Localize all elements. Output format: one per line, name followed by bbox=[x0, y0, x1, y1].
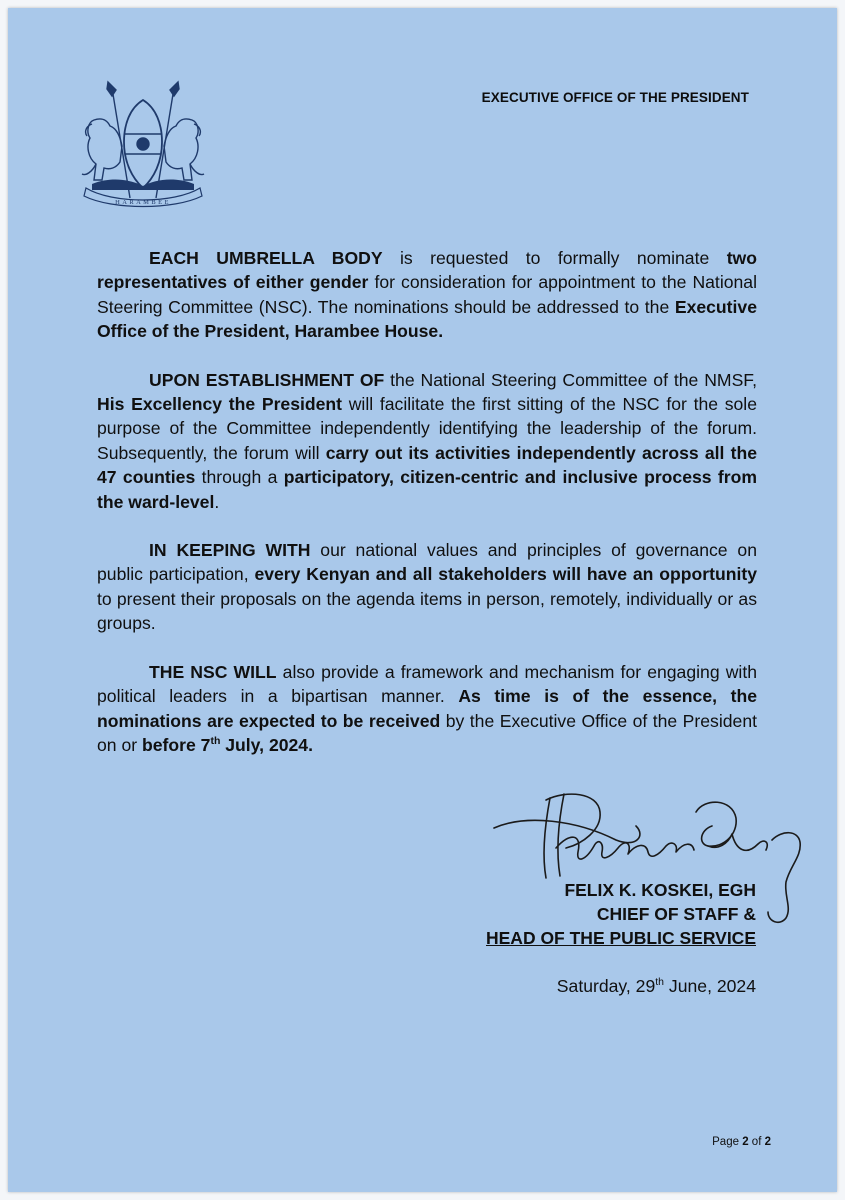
paragraph-lead: UPON ESTABLISHMENT OF bbox=[149, 369, 385, 390]
signatory-office: HEAD OF THE PUBLIC SERVICE bbox=[486, 928, 756, 948]
paragraph-nsc-framework bbox=[97, 660, 757, 758]
paragraph-text: by the Executive Office of the President on or bbox=[97, 710, 758, 755]
page-label: Page bbox=[712, 1136, 743, 1148]
paragraph-text: . bbox=[214, 491, 220, 512]
deadline-date bbox=[142, 735, 313, 755]
paragraph-text: will facilitate the first sitting of the NSC for the sole purpose of the Committee independently identifying the leadership of the forum. Subsequently, the forum will bbox=[97, 394, 757, 463]
signature-block bbox=[486, 878, 756, 950]
deadline-date-suffix: th bbox=[210, 735, 221, 748]
paragraph-lead: EACH UMBRELLA BODY bbox=[149, 248, 383, 268]
header-office-title: EXECUTIVE OFFICE OF THE PRESIDENT bbox=[481, 90, 749, 105]
paragraph-lead: IN KEEPING WITH bbox=[149, 540, 311, 561]
signatory-name: FELIX K. KOSKEI, EGH bbox=[564, 880, 756, 900]
paragraph-text: also provide a framework and mechanism for engaging with political leaders in a bipartisan manner. bbox=[97, 661, 757, 707]
deadline-date-text: July, 2024. bbox=[220, 734, 313, 755]
paragraph-emphasis: His Excellency the President bbox=[97, 394, 343, 415]
page-number bbox=[712, 1136, 771, 1148]
paragraph-text: is requested to formally nominate bbox=[382, 248, 727, 268]
letter-body bbox=[97, 246, 757, 781]
paragraph-text: the National Steering Committee of the NMSF, bbox=[384, 369, 757, 390]
date-suffix: th bbox=[655, 976, 665, 989]
paragraph-text: our national values and principles of governance on public participation, bbox=[97, 540, 757, 585]
paragraph-participation bbox=[97, 538, 757, 636]
letter-date bbox=[557, 976, 756, 997]
paragraph-lead: THE NSC WILL bbox=[149, 661, 277, 682]
paragraph-nominations bbox=[97, 246, 757, 344]
date-text: Saturday, 29 bbox=[556, 976, 656, 996]
page-current: 2 bbox=[742, 1136, 749, 1148]
page-total: 2 bbox=[764, 1136, 771, 1148]
paragraph-emphasis: every Kenyan and all stakeholders will have an opportunity bbox=[254, 564, 757, 585]
date-text: June, 2024 bbox=[664, 976, 756, 996]
paragraph-emphasis: participatory, citizen-centric and inclusive process from the ward-level bbox=[97, 467, 757, 512]
page-of: of bbox=[748, 1136, 765, 1148]
paragraph-establishment bbox=[97, 368, 757, 514]
paragraph-emphasis: As time is of the essence, the nominations are expected to be received bbox=[97, 686, 757, 731]
coat-of-arms-emblem bbox=[72, 80, 214, 210]
paragraph-text: for consideration for appointment to the National Steering Committee (NSC). The nominations should be addressed to the bbox=[97, 272, 757, 317]
emblem-motto: HARAMBEE bbox=[115, 199, 171, 206]
paragraph-text: to present their proposals on the agenda items in person, remotely, individually or as groups. bbox=[97, 588, 757, 634]
paragraph-emphasis: two representatives of either gender bbox=[97, 248, 757, 293]
paragraph-emphasis: carry out its activities independently across all the 47 counties bbox=[97, 442, 757, 488]
deadline-date-text: before 7 bbox=[142, 734, 211, 755]
paragraph-emphasis: Executive Office of the President, Harambee House. bbox=[97, 296, 757, 342]
document-page bbox=[8, 8, 837, 1192]
paragraph-text: through a bbox=[195, 467, 284, 488]
signatory-title: CHIEF OF STAFF & bbox=[596, 904, 756, 924]
